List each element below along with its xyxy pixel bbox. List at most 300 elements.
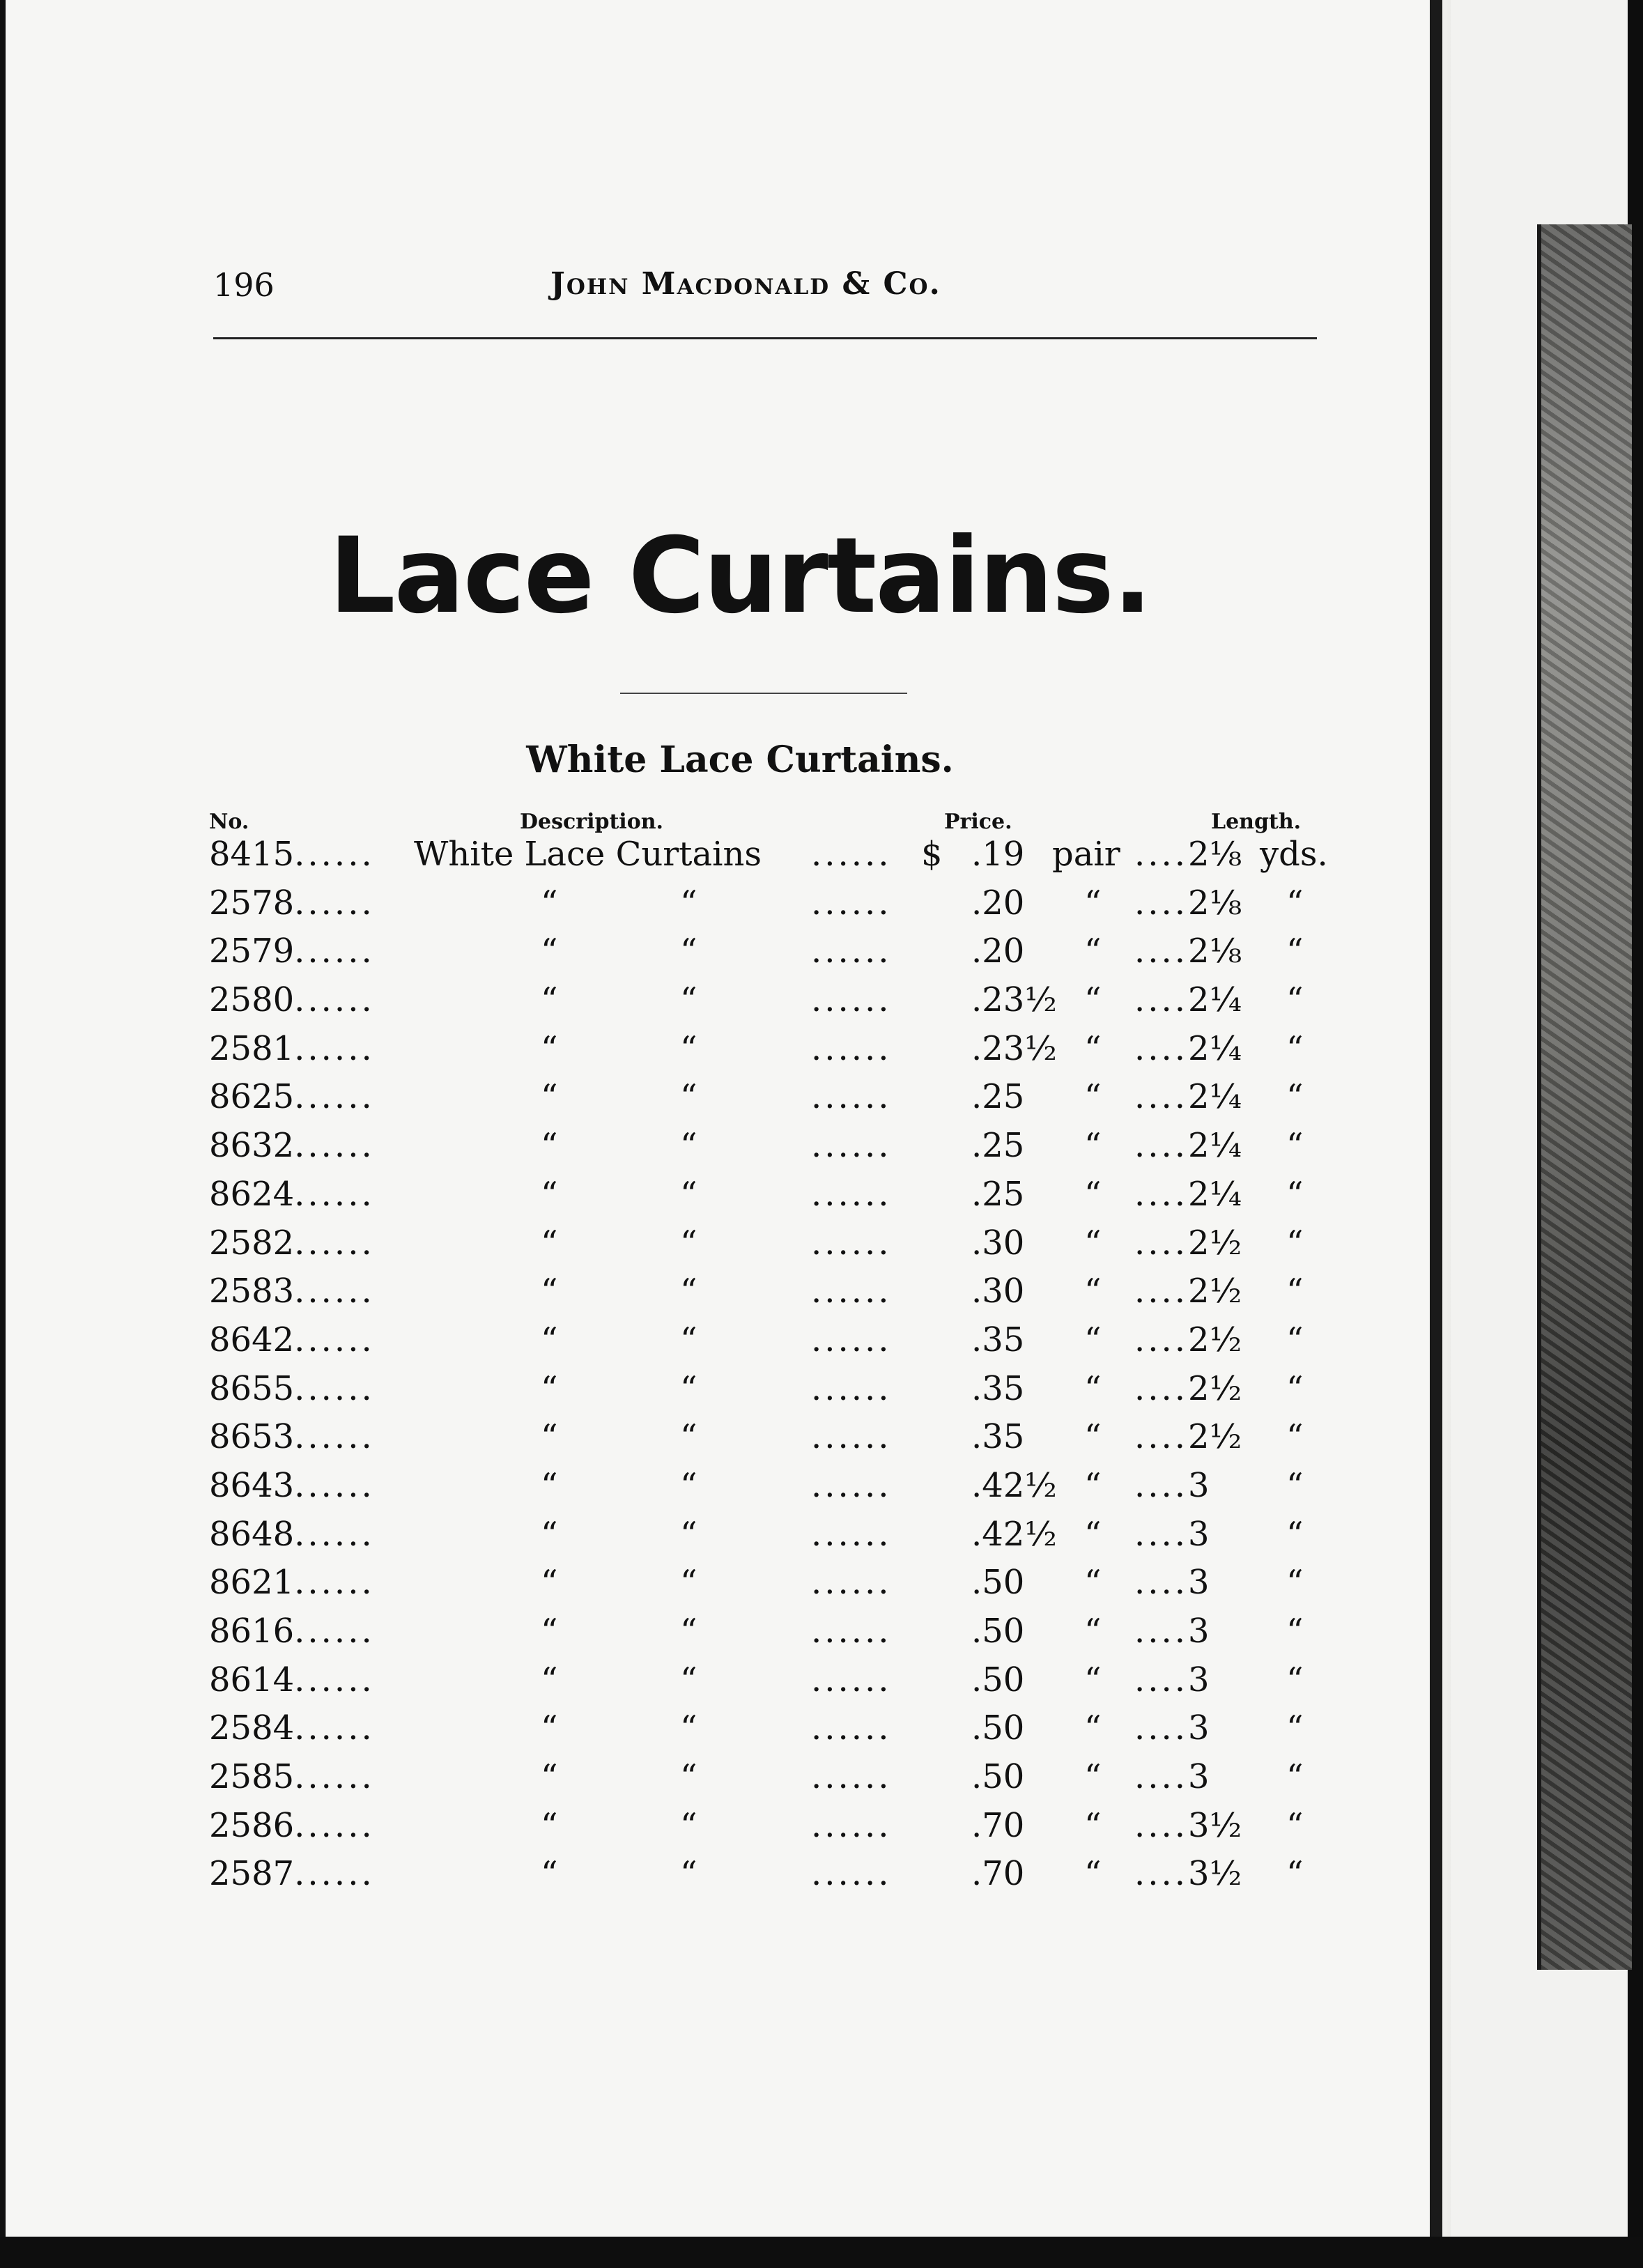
item-length-value: 2¼	[1188, 1174, 1242, 1214]
ditto-mark: “	[1286, 932, 1304, 971]
ditto-mark: “	[680, 932, 697, 971]
table-row	[0, 1412, 1480, 1460]
leader-dots: ....	[1134, 1708, 1189, 1748]
leader-dots: ......	[294, 883, 375, 923]
ditto-mark: “	[680, 1174, 697, 1214]
ditto-mark: “	[541, 1563, 558, 1603]
ditto-mark: “	[1286, 1514, 1304, 1554]
leader-dots: ......	[811, 1368, 892, 1408]
ditto-mark: “	[541, 1514, 558, 1554]
ditto-mark: “	[1286, 1223, 1304, 1263]
item-length	[1134, 1320, 1242, 1359]
item-length	[1134, 980, 1242, 1019]
leader-dots: ......	[294, 932, 375, 971]
ditto-mark: “	[1084, 1223, 1102, 1263]
column-header-price: Price.	[944, 810, 1012, 834]
item-price: .20	[971, 883, 1025, 923]
ditto-mark: “	[541, 1854, 558, 1894]
item-length	[1134, 1369, 1242, 1408]
ditto-mark: “	[1084, 1757, 1102, 1797]
item-number	[209, 1077, 375, 1116]
item-price: .35	[971, 1320, 1025, 1359]
item-price: .50	[971, 1708, 1025, 1748]
item-number-value: 2578	[209, 883, 295, 923]
item-number	[209, 932, 375, 971]
ditto-mark: “	[541, 1757, 558, 1797]
item-length-value: 3	[1188, 1612, 1210, 1651]
item-length-value: 2¼	[1188, 1077, 1242, 1117]
ditto-mark: “	[680, 1223, 697, 1263]
column-header-no: No.	[209, 810, 249, 834]
leader-dots: ......	[811, 1320, 892, 1359]
leader-dots: ......	[811, 932, 892, 971]
item-number-value: 8643	[209, 1465, 295, 1505]
leader-dots: ....	[1134, 980, 1189, 1020]
table-row	[0, 926, 1480, 975]
item-length	[1134, 1708, 1210, 1748]
item-description: White Lace Curtains	[414, 835, 762, 874]
ditto-mark: “	[1084, 1660, 1102, 1699]
ditto-mark: “	[680, 1660, 697, 1699]
item-number-value: 8415	[209, 835, 295, 874]
item-price: .70	[971, 1805, 1025, 1845]
section-title: White Lace Curtains.	[526, 739, 954, 781]
item-number	[209, 1757, 375, 1796]
table-row	[0, 1655, 1480, 1704]
item-price: .50	[971, 1563, 1025, 1603]
ditto-mark: “	[1286, 1660, 1304, 1699]
item-number	[209, 1563, 375, 1602]
leader-dots: ......	[811, 1805, 892, 1845]
item-price: .70	[971, 1854, 1025, 1894]
leader-dots: ......	[811, 1854, 892, 1894]
table-row	[0, 1703, 1480, 1752]
item-price: .42½	[971, 1514, 1057, 1554]
item-length	[1134, 1806, 1242, 1845]
item-length-value: 2½	[1188, 1368, 1242, 1408]
ditto-mark: “	[1286, 1077, 1304, 1117]
ditto-mark: “	[680, 1757, 697, 1797]
item-price: .25	[971, 1126, 1025, 1166]
leader-dots: ....	[1134, 1660, 1189, 1699]
item-number-value: 8653	[209, 1417, 295, 1457]
ditto-mark: “	[680, 1612, 697, 1651]
leader-dots: ....	[1134, 1612, 1189, 1651]
table-row	[0, 878, 1480, 927]
leader-dots: ......	[811, 1223, 892, 1263]
item-number	[209, 1369, 375, 1408]
ditto-mark: “	[1084, 932, 1102, 971]
leader-dots: ......	[811, 1465, 892, 1505]
leader-dots: ......	[294, 835, 375, 874]
ditto-mark: “	[680, 1854, 697, 1894]
item-number-value: 2579	[209, 932, 295, 971]
item-price: .50	[971, 1660, 1025, 1699]
leader-dots: ......	[294, 980, 375, 1020]
leader-dots: ......	[294, 1028, 375, 1068]
item-number-value: 8632	[209, 1126, 295, 1166]
item-length	[1134, 1612, 1210, 1651]
table-row	[0, 1364, 1480, 1412]
leader-dots: ......	[294, 1563, 375, 1603]
ditto-mark: “	[1286, 1272, 1304, 1311]
item-length	[1134, 1029, 1242, 1068]
ditto-mark: “	[1084, 1126, 1102, 1166]
table-row	[0, 1509, 1480, 1558]
length-unit: yds.	[1260, 835, 1328, 874]
item-length-value: 3½	[1188, 1805, 1242, 1845]
ditto-mark: “	[680, 1126, 697, 1166]
item-number	[209, 835, 375, 874]
publisher-name: John Macdonald & Co.	[550, 266, 941, 302]
table-row	[0, 1120, 1480, 1169]
item-number-value: 2580	[209, 980, 295, 1020]
leader-dots: ......	[811, 1563, 892, 1603]
ditto-mark: “	[680, 1320, 697, 1359]
leader-dots: ......	[294, 1223, 375, 1263]
ditto-mark: “	[1084, 980, 1102, 1020]
item-number	[209, 1417, 375, 1456]
item-length	[1134, 1757, 1210, 1796]
item-length	[1134, 835, 1242, 874]
leader-dots: ......	[811, 1417, 892, 1457]
ditto-mark: “	[1084, 1612, 1102, 1651]
item-price: .35	[971, 1368, 1025, 1408]
ditto-mark: “	[680, 980, 697, 1020]
item-length	[1134, 932, 1242, 971]
leader-dots: ......	[294, 1854, 375, 1894]
table-row	[0, 1606, 1480, 1655]
item-length-value: 2½	[1188, 1272, 1242, 1311]
leader-dots: ......	[294, 1612, 375, 1651]
ditto-mark: “	[1286, 1563, 1304, 1603]
leader-dots: ......	[811, 883, 892, 923]
ditto-mark: “	[680, 1417, 697, 1457]
item-length-value: 3	[1188, 1708, 1210, 1748]
item-number-value: 8616	[209, 1612, 295, 1651]
ditto-mark: “	[541, 1708, 558, 1748]
item-length-value: 2½	[1188, 1320, 1242, 1359]
table-row	[0, 1024, 1480, 1072]
item-number	[209, 980, 375, 1019]
leader-dots: ....	[1134, 1174, 1189, 1214]
ditto-mark: “	[1084, 1805, 1102, 1845]
leader-dots: ....	[1134, 1757, 1189, 1797]
item-length	[1134, 1515, 1210, 1554]
ditto-mark: “	[1286, 1320, 1304, 1359]
leader-dots: ......	[294, 1660, 375, 1699]
table-row	[0, 1752, 1480, 1800]
item-number	[209, 884, 375, 923]
ditto-mark: “	[680, 1563, 697, 1603]
item-number-value: 2583	[209, 1272, 295, 1311]
leader-dots: ......	[811, 1272, 892, 1311]
leader-dots: ....	[1134, 1126, 1189, 1166]
item-number	[209, 1126, 375, 1165]
ditto-mark: “	[1286, 1708, 1304, 1748]
ditto-mark: “	[541, 1174, 558, 1214]
leader-dots: ....	[1134, 1368, 1189, 1408]
ditto-mark: “	[541, 1612, 558, 1651]
item-price: .25	[971, 1077, 1025, 1117]
table-row	[0, 975, 1480, 1024]
table-row	[0, 1849, 1480, 1897]
dollar-sign: $	[921, 835, 943, 874]
leader-dots: ....	[1134, 1028, 1189, 1068]
ditto-mark: “	[680, 1465, 697, 1505]
item-number-value: 2585	[209, 1757, 295, 1797]
item-price: .50	[971, 1757, 1025, 1797]
item-price: .25	[971, 1174, 1025, 1214]
item-number-value: 2581	[209, 1028, 295, 1068]
leader-dots: ......	[811, 1612, 892, 1651]
ditto-mark: “	[541, 1223, 558, 1263]
ditto-mark: “	[1286, 1028, 1304, 1068]
item-number	[209, 1272, 375, 1311]
table-row	[0, 1169, 1480, 1218]
ditto-mark: “	[541, 1805, 558, 1845]
ditto-mark: “	[1286, 883, 1304, 923]
item-number	[209, 1029, 375, 1068]
item-number-value: 2582	[209, 1223, 295, 1263]
table-row	[0, 1072, 1480, 1120]
item-length	[1134, 1417, 1242, 1456]
column-header-description: Description.	[520, 810, 663, 834]
leader-dots: ....	[1134, 1077, 1189, 1117]
item-length-value: 2⅛	[1188, 932, 1242, 971]
price-unit: pair	[1052, 835, 1120, 874]
item-price: .50	[971, 1612, 1025, 1651]
leader-dots: ......	[811, 980, 892, 1020]
item-number-value: 8648	[209, 1514, 295, 1554]
ditto-mark: “	[541, 1417, 558, 1457]
ditto-mark: “	[1084, 1563, 1102, 1603]
leader-dots: ....	[1134, 932, 1189, 971]
ditto-mark: “	[680, 1028, 697, 1068]
item-length-value: 2¼	[1188, 1126, 1242, 1166]
ditto-mark: “	[1286, 1417, 1304, 1457]
item-length	[1134, 1272, 1242, 1311]
leader-dots: ....	[1134, 1417, 1189, 1457]
leader-dots: ......	[811, 1077, 892, 1117]
ditto-mark: “	[541, 1465, 558, 1505]
ditto-mark: “	[541, 883, 558, 923]
ditto-mark: “	[1286, 1854, 1304, 1894]
leader-dots: ......	[811, 1028, 892, 1068]
item-number	[209, 1612, 375, 1651]
leader-dots: ......	[811, 1126, 892, 1166]
item-length	[1134, 1660, 1210, 1699]
item-number	[209, 1854, 375, 1893]
ditto-mark: “	[1286, 1465, 1304, 1505]
item-number	[209, 1224, 375, 1263]
ditto-mark: “	[680, 1272, 697, 1311]
ditto-mark: “	[680, 1514, 697, 1554]
page-title: Lace Curtains.	[329, 516, 1151, 637]
ditto-mark: “	[1084, 1272, 1102, 1311]
item-length	[1134, 1175, 1242, 1214]
item-length-value: 3	[1188, 1660, 1210, 1699]
ditto-mark: “	[1084, 1077, 1102, 1117]
item-length	[1134, 1563, 1210, 1602]
ditto-mark: “	[1084, 1320, 1102, 1359]
item-length	[1134, 884, 1242, 923]
item-length-value: 3½	[1188, 1854, 1242, 1894]
item-price: .20	[971, 932, 1025, 971]
leader-dots: ....	[1134, 1465, 1189, 1505]
item-length-value: 2¼	[1188, 1028, 1242, 1068]
item-number	[209, 1320, 375, 1359]
leader-dots: ......	[811, 835, 892, 874]
leader-dots: ....	[1134, 835, 1189, 874]
ditto-mark: “	[1286, 1174, 1304, 1214]
leader-dots: ......	[294, 1805, 375, 1845]
ditto-mark: “	[1286, 1368, 1304, 1408]
item-length	[1134, 1077, 1242, 1116]
table-row	[0, 1800, 1480, 1849]
item-length-value: 2¼	[1188, 980, 1242, 1020]
item-length-value: 3	[1188, 1563, 1210, 1603]
table-row	[0, 1315, 1480, 1364]
ditto-mark: “	[541, 932, 558, 971]
ditto-mark: “	[541, 1028, 558, 1068]
ditto-mark: “	[541, 1272, 558, 1311]
ditto-mark: “	[541, 1320, 558, 1359]
facing-page-photograph	[1537, 224, 1632, 1970]
price-list	[0, 829, 1480, 1897]
leader-dots: ......	[811, 1174, 892, 1214]
item-length-value: 3	[1188, 1514, 1210, 1554]
table-row	[0, 1218, 1480, 1267]
item-number-value: 2586	[209, 1805, 295, 1845]
item-price: .30	[971, 1272, 1025, 1311]
leader-dots: ......	[294, 1272, 375, 1311]
ditto-mark: “	[1286, 1757, 1304, 1797]
item-number	[209, 1806, 375, 1845]
ditto-mark: “	[680, 1805, 697, 1845]
leader-dots: ......	[294, 1757, 375, 1797]
ditto-mark: “	[1084, 1028, 1102, 1068]
leader-dots: ......	[294, 1174, 375, 1214]
leader-dots: ......	[294, 1077, 375, 1117]
leader-dots: ....	[1134, 883, 1189, 923]
item-length-value: 2⅛	[1188, 883, 1242, 923]
item-number	[209, 1466, 375, 1505]
item-price: .23½	[971, 980, 1057, 1020]
item-number	[209, 1515, 375, 1554]
leader-dots: ......	[294, 1368, 375, 1408]
ditto-mark: “	[1084, 1368, 1102, 1408]
item-length	[1134, 1466, 1210, 1505]
item-price: .42½	[971, 1465, 1057, 1505]
leader-dots: ......	[811, 1757, 892, 1797]
leader-dots: ....	[1134, 1854, 1189, 1894]
ditto-mark: “	[1084, 1854, 1102, 1894]
column-header-length: Length.	[1211, 810, 1302, 834]
leader-dots: ....	[1134, 1805, 1189, 1845]
item-length	[1134, 1126, 1242, 1165]
leader-dots: ....	[1134, 1223, 1189, 1263]
item-length-value: 2⅛	[1188, 835, 1242, 874]
ditto-mark: “	[1084, 1708, 1102, 1748]
leader-dots: ....	[1134, 1320, 1189, 1359]
ditto-mark: “	[1286, 1612, 1304, 1651]
ditto-mark: “	[1286, 980, 1304, 1020]
leader-dots: ......	[294, 1514, 375, 1554]
ditto-mark: “	[541, 1077, 558, 1117]
leader-dots: ......	[294, 1126, 375, 1166]
ditto-mark: “	[541, 980, 558, 1020]
table-row	[0, 1266, 1480, 1315]
table-row	[0, 829, 1480, 878]
ditto-mark: “	[541, 1660, 558, 1699]
ditto-mark: “	[680, 1708, 697, 1748]
leader-dots: ......	[811, 1514, 892, 1554]
item-length	[1134, 1224, 1242, 1263]
leader-dots: ....	[1134, 1272, 1189, 1311]
item-number-value: 2587	[209, 1854, 295, 1894]
item-length-value: 3	[1188, 1465, 1210, 1505]
item-price: .23½	[971, 1028, 1057, 1068]
item-number	[209, 1708, 375, 1748]
item-number-value: 8625	[209, 1077, 295, 1117]
item-number-value: 2584	[209, 1708, 295, 1748]
item-number-value: 8624	[209, 1174, 295, 1214]
item-number	[209, 1660, 375, 1699]
ditto-mark: “	[1084, 883, 1102, 923]
table-row	[0, 1557, 1480, 1606]
ditto-mark: “	[680, 1077, 697, 1117]
ditto-mark: “	[1084, 1465, 1102, 1505]
ditto-mark: “	[541, 1368, 558, 1408]
ditto-mark: “	[680, 883, 697, 923]
item-number-value: 8614	[209, 1660, 295, 1699]
item-number-value: 8642	[209, 1320, 295, 1359]
item-price: .30	[971, 1223, 1025, 1263]
leader-dots: ....	[1134, 1563, 1189, 1603]
item-price: .35	[971, 1417, 1025, 1457]
leader-dots: ......	[294, 1465, 375, 1505]
item-length-value: 2½	[1188, 1223, 1242, 1263]
header-rule	[213, 337, 1317, 339]
item-price: .19	[971, 835, 1025, 874]
item-number	[209, 1175, 375, 1214]
item-length	[1134, 1854, 1242, 1893]
item-number-value: 8655	[209, 1368, 295, 1408]
table-row	[0, 1460, 1480, 1509]
item-number-value: 8621	[209, 1563, 295, 1603]
ditto-mark: “	[1084, 1514, 1102, 1554]
ditto-mark: “	[1286, 1126, 1304, 1166]
ditto-mark: “	[680, 1368, 697, 1408]
ditto-mark: “	[1286, 1805, 1304, 1845]
item-length-value: 2½	[1188, 1417, 1242, 1457]
ditto-mark: “	[541, 1126, 558, 1166]
ditto-mark: “	[1084, 1174, 1102, 1214]
leader-dots: ....	[1134, 1514, 1189, 1554]
scan-border	[0, 2237, 1643, 2268]
running-head	[213, 266, 1314, 308]
leader-dots: ......	[811, 1708, 892, 1748]
title-rule	[620, 693, 907, 694]
leader-dots: ......	[294, 1320, 375, 1359]
leader-dots: ......	[294, 1417, 375, 1457]
leader-dots: ......	[294, 1708, 375, 1748]
page-number: 196	[213, 266, 275, 304]
ditto-mark: “	[1084, 1417, 1102, 1457]
leader-dots: ......	[811, 1660, 892, 1699]
item-length-value: 3	[1188, 1757, 1210, 1797]
